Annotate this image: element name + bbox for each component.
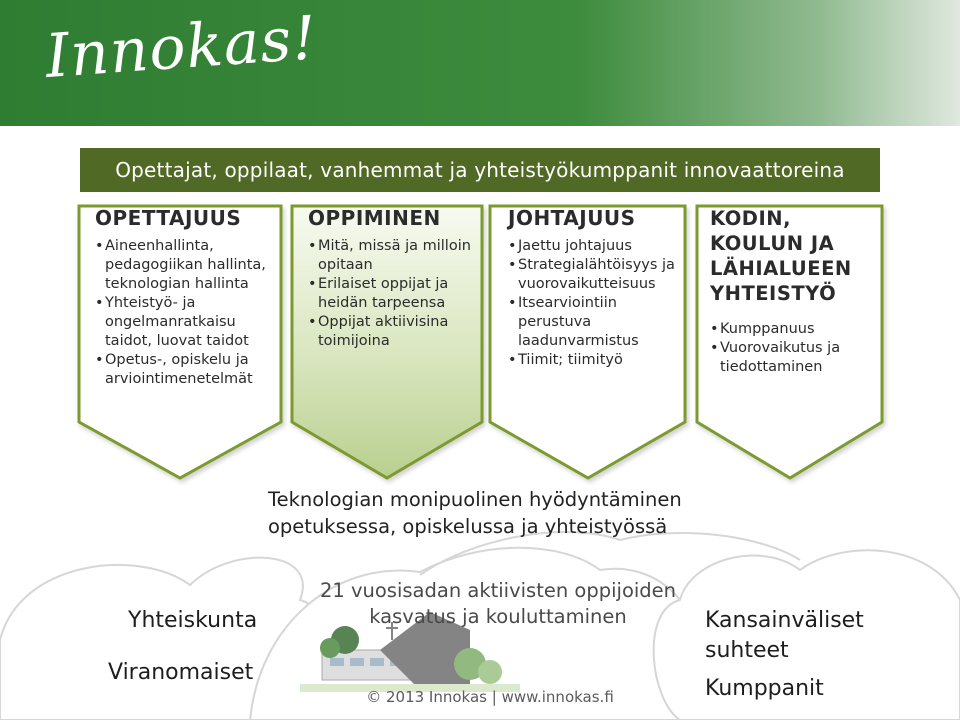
card-list <box>308 237 494 351</box>
list-item: • Yhteistyö- ja ongelmanratkaisu taidot, luovat taidot <box>95 294 281 351</box>
list-item: • Strategialähtöisyys ja vuorovaikutteisuus <box>508 256 694 294</box>
card-list <box>95 237 281 389</box>
center-cloud-text <box>300 578 696 630</box>
innokas-logo: Innokas! <box>43 3 320 93</box>
card-oppiminen <box>308 206 494 351</box>
technology-line-2: opetuksessa, opiskelussa ja yhteistyössä <box>268 515 668 538</box>
cloud-label-yhteiskunta: Yhteiskunta <box>128 608 258 633</box>
cloud-label-kansainvaliset <box>705 606 864 666</box>
center-line-1: 21 vuosisadan aktiivisten oppijoiden <box>319 579 677 602</box>
list-item: • Jaettu johtajuus <box>508 237 694 256</box>
list-item: • Kumppanuus <box>710 320 880 339</box>
list-item: • Opetus-, opiskelu ja arviointimenetelmät <box>95 351 281 389</box>
card-yhteistyo <box>710 206 880 377</box>
cloud-label-line: suhteet <box>705 638 789 663</box>
cloud-label-line: Kansainväliset <box>705 608 864 633</box>
card-list <box>508 237 694 370</box>
cloud-label-kumppanit: Kumppanit <box>705 676 824 701</box>
cloud-label-viranomaiset: Viranomaiset <box>108 660 254 685</box>
list-item: • Mitä, missä ja milloin opitaan <box>308 237 494 275</box>
list-item: • Vuorovaikutus ja tiedottaminen <box>710 339 880 377</box>
footer-copyright: © 2013 Innokas | www.innokas.fi <box>366 688 614 706</box>
technology-statement <box>268 486 768 540</box>
card-title: KODIN, KOULUN JA LÄHIALUEEN YHTEISTYÖ <box>710 207 852 305</box>
card-title: OPETTAJUUS <box>95 206 242 230</box>
card-title: OPPIMINEN <box>308 206 441 230</box>
card-opettajuus <box>95 206 281 389</box>
list-item: • Tiimit; tiimityö <box>508 351 694 370</box>
list-item: • Aineenhallinta, pedagogiikan hallinta, teknologian hallinta <box>95 237 281 294</box>
card-johtajuus <box>508 206 694 370</box>
card-list <box>710 320 880 377</box>
center-line-2: kasvatus ja kouluttaminen <box>369 605 627 628</box>
list-item: • Erilaiset oppijat ja heidän tarpeensa <box>308 275 494 313</box>
list-item: • Oppijat aktiivisina toimijoina <box>308 313 494 351</box>
card-title: JOHTAJUUS <box>508 206 636 230</box>
list-item: • Itsearviointiin perustuva laadunvarmistus <box>508 294 694 351</box>
banner-title: Opettajat, oppilaat, vanhemmat ja yhteistyökumppanit innovaattoreina <box>115 158 845 182</box>
technology-line-1: Teknologian monipuolinen hyödyntäminen <box>268 488 682 511</box>
